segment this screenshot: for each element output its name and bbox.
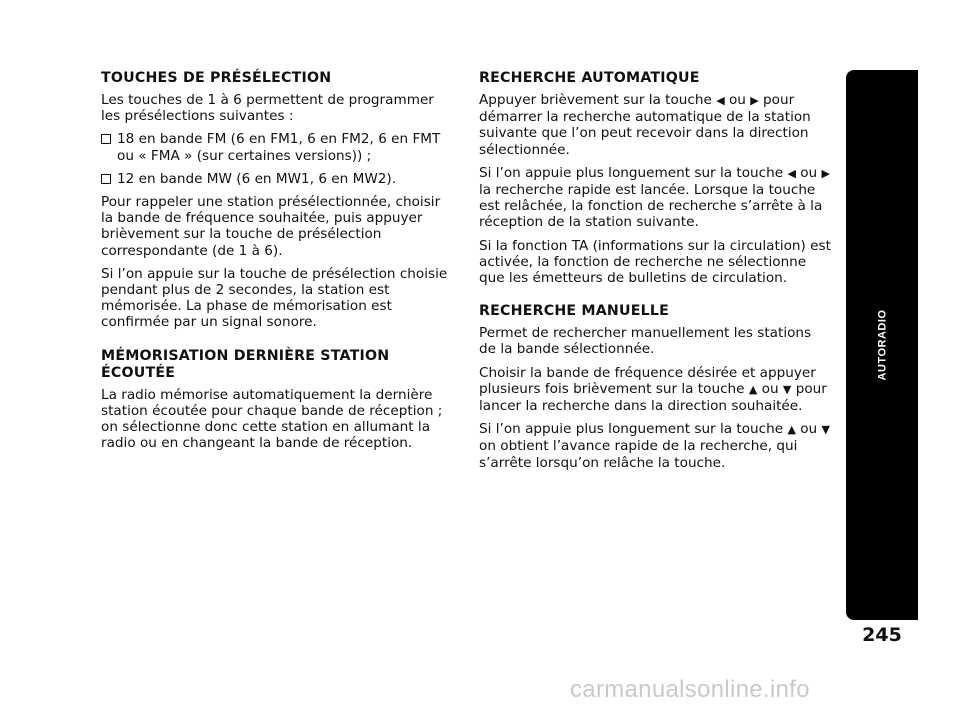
paragraph: Permet de rechercher manuellement les stations de la bande sélectionnée. — [479, 325, 812, 358]
bullet-text: 12 en bande MW (6 en MW1, 6 en MW2). — [117, 170, 397, 187]
right-column — [479, 70, 831, 478]
paragraph: Si l’on appuie plus longuement sur la touche ◀ ou ▶ la recherche rapide est lancée. Lorsque la touche est relâchée, la fonction de recherche s’arrête à la réception de la station suivante. — [479, 164, 830, 231]
paragraph: Pour rappeler une station présélectionnée, choisir la bande de fréquence souhaitée, puis appuyer brièvement sur la touche de présélection correspondante (de 1 à 6). — [101, 194, 441, 259]
paragraph: Si l’on appuie sur la touche de présélection choisie pendant plus de 2 secondes, la station est mémorisée. La phase de mémorisation est confirmée par un signal sonore. — [101, 265, 448, 331]
paragraph: Les touches de 1 à 6 permettent de programmer les présélections suivantes : — [101, 92, 434, 125]
heading-recherche-manuelle: RECHERCHE MANUELLE — [479, 303, 669, 320]
heading-recherche-automatique: RECHERCHE AUTOMATIQUE — [479, 70, 700, 86]
arrow-left-icon: ◀ — [787, 166, 796, 180]
paragraph: Si l’on appuie plus longuement sur la touche ▲ ou ▼ on obtient l’avance rapide de la recherche, qui s’arrête lorsqu’on relâche la touche. — [479, 421, 830, 471]
arrow-down-icon: ▼ — [821, 423, 830, 437]
arrow-left-icon: ◀ — [716, 94, 725, 107]
arrow-right-icon: ▶ — [750, 94, 759, 107]
arrow-right-icon: ▶ — [821, 166, 830, 180]
left-column — [101, 70, 451, 458]
arrow-up-icon: ▲ — [787, 423, 796, 437]
sidebar-label: AUTORADIO — [875, 309, 888, 381]
section-sidebar-tab — [846, 70, 918, 620]
bullet-text: ou « FMA » (sur certaines versions)) ; — [117, 147, 372, 164]
watermark: carmanualsonline.info — [570, 676, 810, 703]
paragraph: Si la fonction TA (informations sur la circulation) est activée, la fonction de recherche ne sélectionne que les émetteurs de bulletins de circulation. — [479, 237, 831, 287]
paragraph: Appuyer brièvement sur la touche ◀ ou ▶ pour démarrer la recherche automatique de la station suivante que l’on peut recevoir dans la direction sélectionnée. — [479, 92, 811, 158]
paragraph: La radio mémorise automatiquement la dernière station écoutée pour chaque bande de réception ; on sélectionne donc cette station en allumant la radio ou en changeant la bande de réception. — [101, 386, 443, 452]
page-number: 245 — [862, 624, 902, 646]
paragraph: Choisir la bande de fréquence désirée et appuyer plusieurs fois brièvement sur la touche ▲ ou ▼ pour lancer la recherche dans la direction souhaitée. — [479, 364, 827, 415]
bullet-text: 18 en bande FM (6 en FM1, 6 en FM2, 6 en FMT — [117, 131, 441, 148]
arrow-up-icon: ▲ — [748, 382, 758, 396]
bullet-item — [101, 131, 451, 163]
arrow-down-icon: ▼ — [782, 382, 792, 396]
heading-memorisation: MÉMORISATION DERNIÈRE STATION ÉCOUTÉE — [101, 347, 390, 381]
heading-touches-preselection: TOUCHES DE PRÉSÉLECTION — [101, 70, 332, 86]
bullet-item — [101, 171, 451, 187]
checkbox-bullet-icon — [101, 134, 111, 144]
checkbox-bullet-icon — [101, 174, 111, 184]
